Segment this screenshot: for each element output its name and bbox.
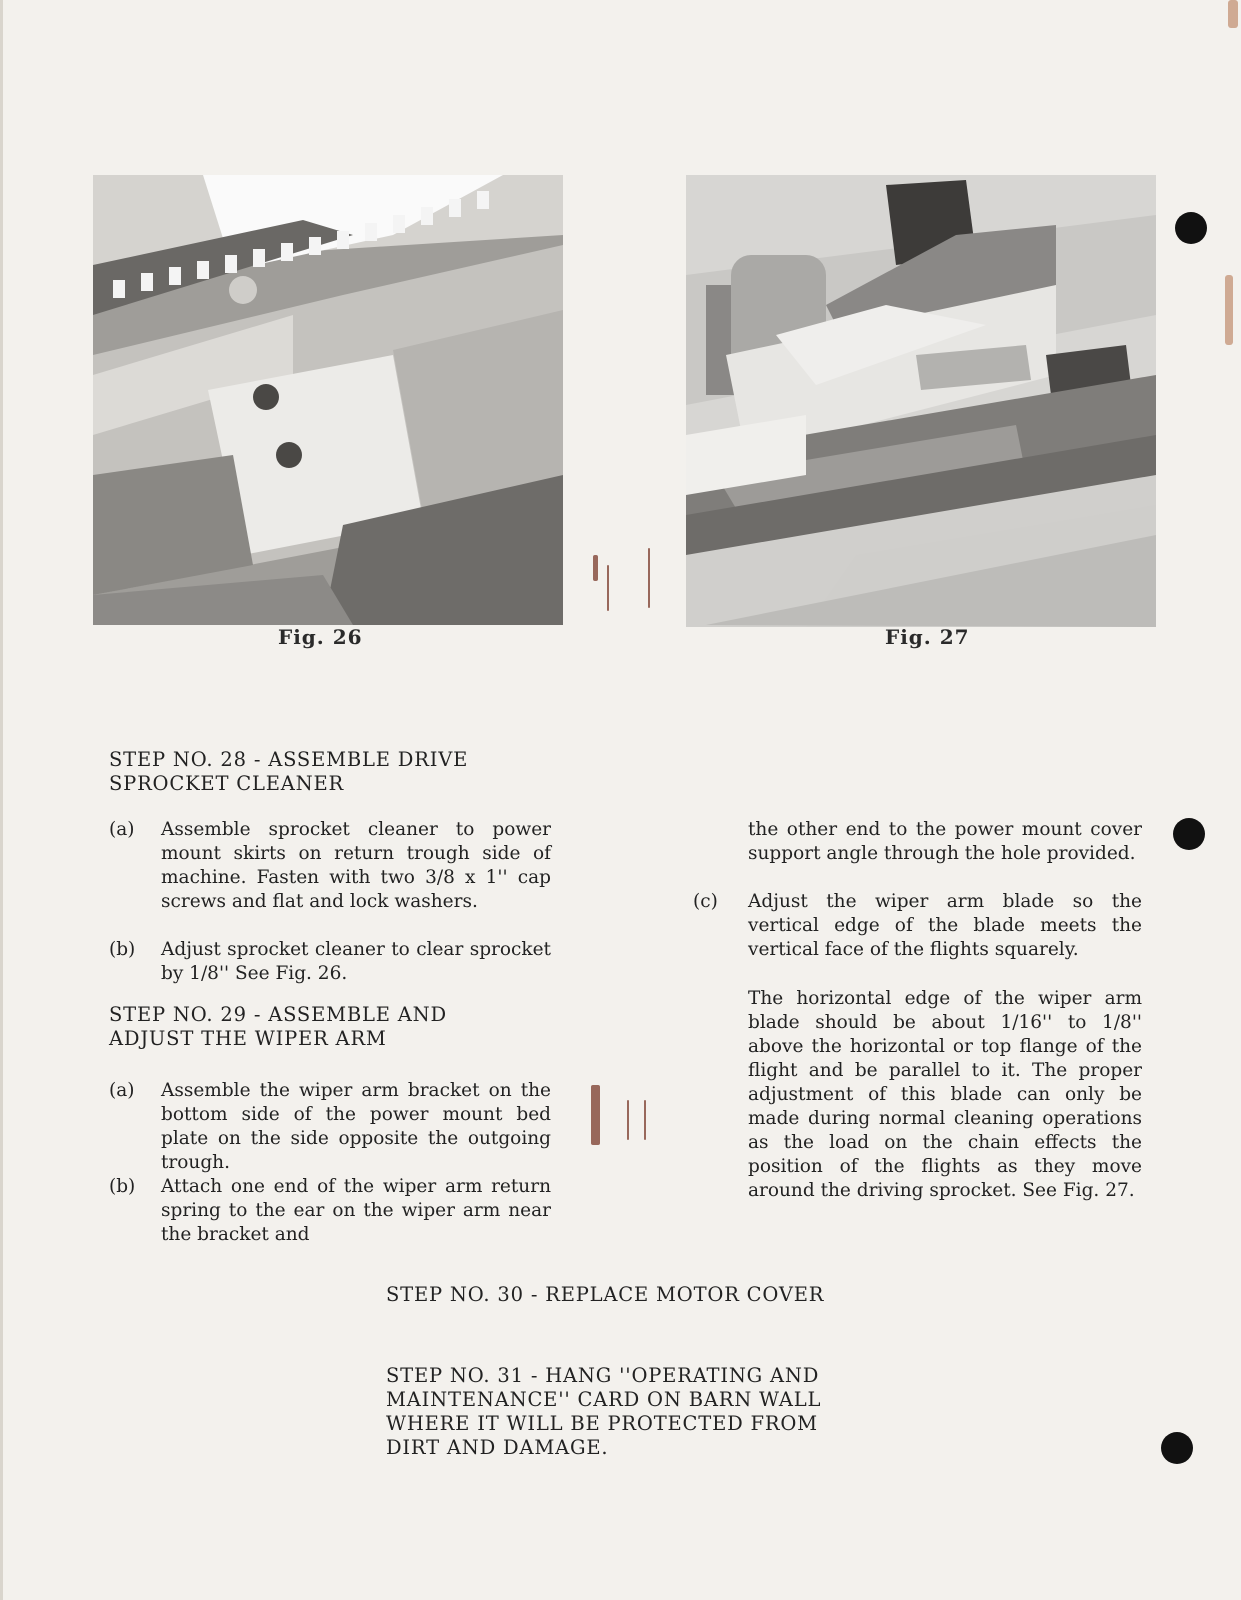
ink-mark (648, 548, 650, 608)
step-28-item-a (109, 818, 561, 938)
wiper-arm-photo (686, 175, 1156, 627)
item-label: (a) (109, 1080, 135, 1101)
item-text: Attach one end of the wiper arm return spring to the ear on the wiper arm near the bracket and (161, 1176, 551, 1245)
figure-26-photo (93, 175, 563, 625)
step-29-item-b-continuation: the other end to the power mount cover support angle through the hole provided. (748, 819, 1142, 864)
item-label: (b) (109, 939, 136, 960)
item-label: (a) (109, 819, 135, 840)
step-29-item-c (693, 890, 1145, 986)
step-28-heading: STEP NO. 28 - ASSEMBLE DRIVE SPROCKET CLEANER (109, 748, 469, 795)
item-label: (c) (693, 891, 718, 912)
ink-mark (591, 1085, 600, 1145)
item-text: Adjust the wiper arm blade so the vertical edge of the blade meets the vertical face of the flights squarely. (748, 891, 1142, 960)
step-29-item-b (109, 1175, 561, 1247)
sprocket-cleaner-photo (93, 175, 563, 625)
item-text: Assemble the wiper arm bracket on the bottom side of the power mount bed plate on the side opposite the outgoing trough. (161, 1080, 551, 1173)
figure-27-caption: Fig. 27 (885, 625, 970, 649)
step-29-note: The horizontal edge of the wiper arm blade should be about 1/16'' to 1/8'' above the horizontal or top flange of the flight and be parallel to it. The proper adjustment of this blade can only be made during normal cleaning operations as the load on the chain effects the position of the flights as they move around the driving sprocket. See Fig. 27. (748, 988, 1142, 1201)
item-label: (b) (109, 1176, 136, 1197)
step-30-heading: STEP NO. 30 - REPLACE MOTOR COVER (386, 1283, 825, 1306)
step-29-heading: STEP NO. 29 - ASSEMBLE AND ADJUST THE WIPER ARM (109, 1003, 447, 1050)
binder-hole-top (1175, 212, 1207, 244)
binder-hole-bottom (1161, 1432, 1193, 1464)
ink-mark (607, 565, 609, 611)
binder-hole-middle (1173, 818, 1205, 850)
item-text: Assemble sprocket cleaner to power mount skirts on return trough side of machine. Fasten with two 3/8 x 1'' cap screws and flat and lock washers. (161, 819, 551, 912)
figure-26-caption: Fig. 26 (278, 625, 363, 649)
ink-mark (593, 555, 598, 581)
step-29-item-a (109, 1079, 561, 1175)
rust-stain (1228, 0, 1238, 28)
figure-27-photo (686, 175, 1156, 627)
rust-stain (1225, 275, 1233, 345)
step-31-heading: STEP NO. 31 - HANG ''OPERATING AND MAINTENANCE'' CARD ON BARN WALL WHERE IT WILL BE PROTECTED FROM DIRT AND DAMAGE. (386, 1364, 822, 1459)
ink-mark (644, 1100, 646, 1140)
item-text: Adjust sprocket cleaner to clear sprocket by 1/8'' See Fig. 26. (161, 939, 551, 984)
step-28-item-b (109, 938, 561, 986)
ink-mark (627, 1100, 629, 1140)
